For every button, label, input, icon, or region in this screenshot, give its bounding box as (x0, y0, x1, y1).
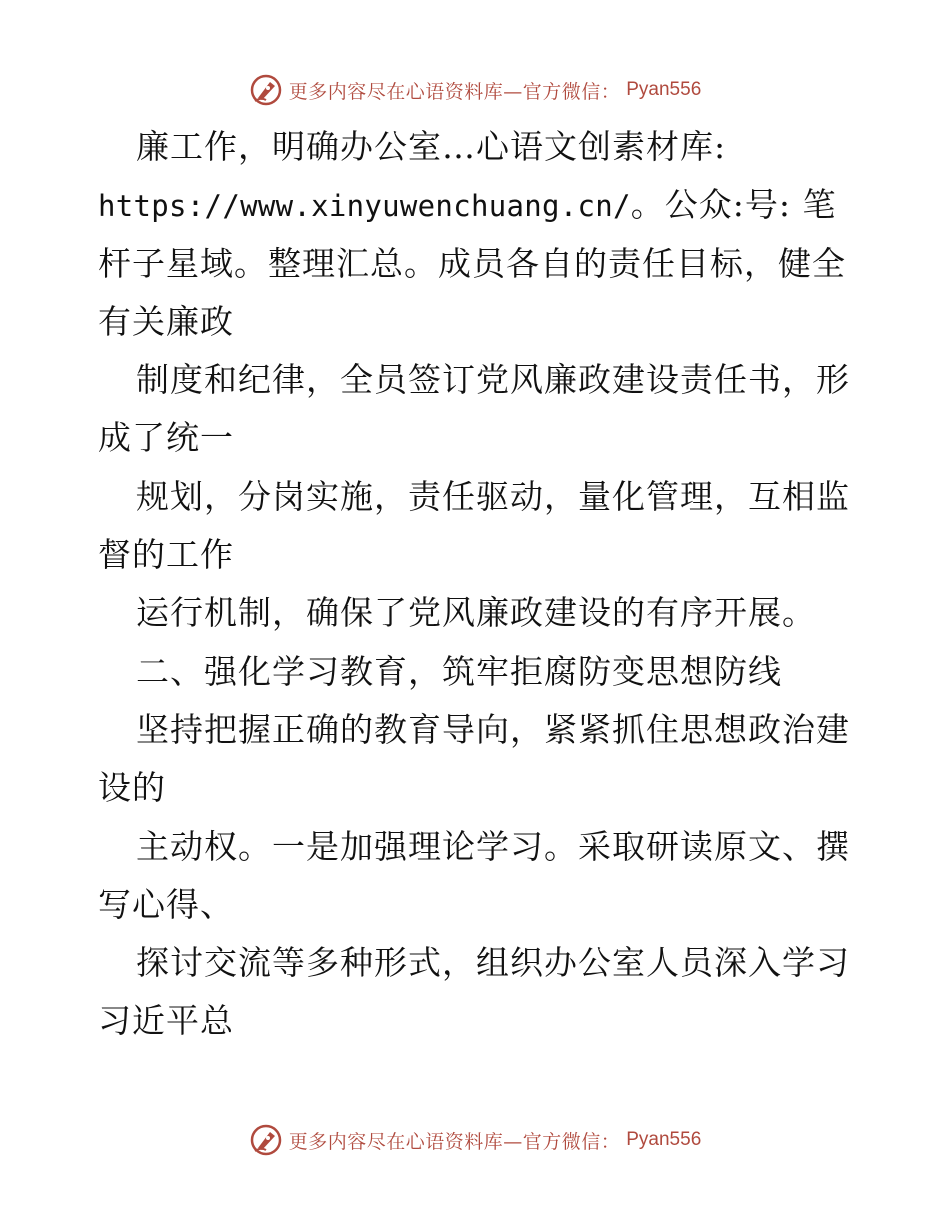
text-line: 规划，分岗实施，责任驱动，量化管理，互相监 (136, 476, 850, 516)
url-suffix-text: 。公众:号: 笔 (630, 185, 837, 225)
pen-nib-logo-icon (249, 1123, 283, 1157)
text-line: 坚持把握正确的教育导向，紧紧抓住思想政治建 (136, 709, 850, 749)
text-line: 探讨交流等多种形式，组织办公室人员深入学习 (136, 943, 850, 983)
banner-text: 更多内容尽在心语资料库—官方微信： (288, 1130, 621, 1153)
text-line: 成了统一 (98, 418, 234, 458)
header-banner (0, 70, 950, 110)
text-line: 写心得、 (98, 884, 234, 924)
pen-nib-logo-icon (249, 73, 283, 107)
document-body (98, 118, 858, 1051)
text-line-url (98, 176, 858, 234)
banner-text: 更多内容尽在心语资料库—官方微信： (288, 80, 621, 103)
text-line: 习近平总 (98, 1001, 234, 1041)
text-line: 有关廉政 (98, 301, 234, 341)
text-line: 设的 (98, 768, 166, 808)
text-line: 杆子星域。整理汇总。成员各自的责任目标，健全 (98, 243, 846, 283)
banner-wechat-id: Pyan556 (626, 1129, 702, 1150)
section-heading: 二、强化学习教育，筑牢拒腐防变思想防线 (136, 651, 782, 691)
url-text: https://www.xinyuwenchuang.cn/ (98, 189, 631, 224)
text-line: 运行机制，确保了党风廉政建设的有序开展。 (136, 593, 816, 633)
text-line: 督的工作 (98, 535, 234, 575)
text-line: 制度和纪律，全员签订党风廉政建设责任书，形 (136, 360, 850, 400)
banner-wechat-id: Pyan556 (626, 79, 702, 100)
footer-banner (0, 1120, 950, 1160)
text-line: 廉工作，明确办公室…心语文创素材库: (136, 127, 727, 166)
text-line: 主动权。一是加强理论学习。采取研读原文、撰 (136, 826, 850, 866)
